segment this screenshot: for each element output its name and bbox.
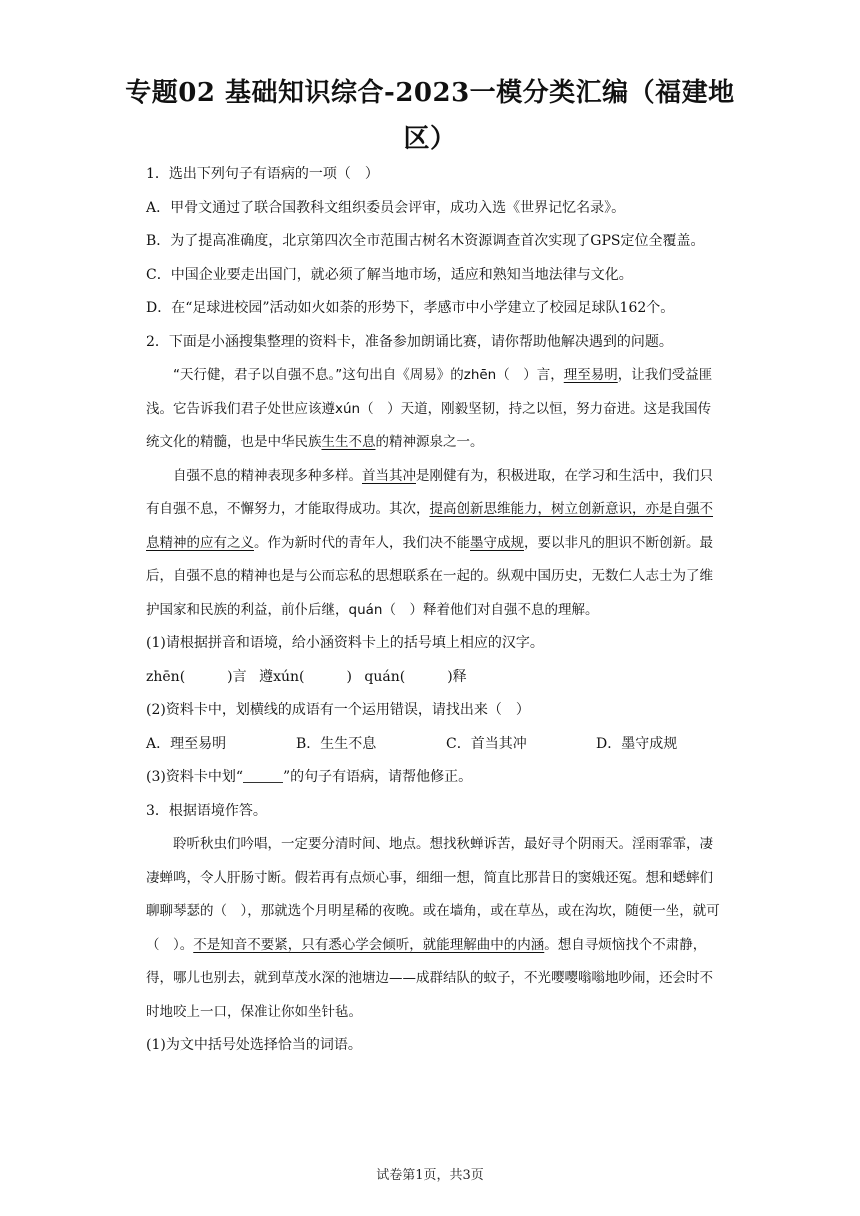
q3-stem: 3．根据语境作答。	[146, 802, 267, 819]
q2-sub3: (3)资料卡中划“ ”的句子有语病，请帮他修正。	[146, 769, 473, 785]
sick-sentence-underline: 不是知音不要紧，只有悉心学会倾听，就能理解曲中的内涵	[193, 936, 545, 953]
underline-blank	[243, 768, 283, 783]
sentence-underline: 提高创新思维能力，树立创新意识，亦是自强不息精神的应有之义	[146, 501, 713, 551]
q2-option-c[interactable]: C．首当其冲	[446, 735, 527, 752]
page-footer: 试卷第1页，共3页	[376, 1168, 484, 1183]
q2-sub2-options	[146, 728, 720, 762]
q2-sub2: (2)资料卡中，划横线的成语有一个运用错误，请找出来（ ）	[146, 702, 530, 718]
q1-option-a: A．甲骨文通过了联合国教科文组织委员会评审，成功入选《世界记忆名录》。	[146, 199, 626, 216]
page-title: 专题02 基础知识综合-2023一模分类汇编（福建地区）	[125, 78, 735, 154]
q2-option-a[interactable]: A．理至易明	[146, 735, 227, 752]
q2-pinyin-blanks	[146, 661, 720, 695]
pinyin-blank-quan[interactable]: quán( )释	[364, 668, 467, 685]
q2-sub1: (1)请根据拼音和语境，给小涵资料卡上的括号填上相应的汉字。	[146, 635, 544, 651]
q2-card-paragraph-1: “天行健，君子以自强不息。”这句出自《周易》的zhēn（ ）言，理至易明，让我们受益匪浅。它告诉我们君子处世应该遵xún（ ）天道，刚毅坚韧，持之以恒，努力奋进。这是我国传统文化的精髓，也是中华民族生生不息的精神源泉之一。	[146, 367, 713, 450]
q2-option-d[interactable]: D．墨守成规	[596, 735, 678, 752]
q2-stem: 2．下面是小涵搜集整理的资料卡，准备参加朗诵比赛，请你帮助他解决遇到的问题。	[146, 333, 673, 350]
idiom-underline-1: 理至易明	[563, 367, 618, 383]
idiom-underline-4: 墨守成规	[470, 534, 524, 551]
q2-card-paragraph-2: 自强不息的精神表现多种多样。首当其冲是刚健有为，积极进取，在学习和生活中，我们只有自强不息，不懈努力，才能取得成功。其次，提高创新思维能力，树立创新意识，亦是自强不息精神的应有之义。作为新时代的青年人，我们决不能墨守成规，要以非凡的胆识不断创新。最后，自强不息的精神也是与公而忘私的思想联系在一起的。纵观中国历史，无数仁人志士为了维护国家和民族的利益，前仆后继，quán（ ）释着他们对自强不息的理解。	[146, 467, 713, 618]
q1-option-d: D．在“足球进校园”活动如火如荼的形势下，孝感市中小学建立了校园足球队162个。	[146, 300, 675, 316]
idiom-underline-3: 首当其冲	[362, 467, 416, 484]
q3-sub1: (1)为文中括号处选择恰当的词语。	[146, 1037, 362, 1053]
pinyin-blank-zhen[interactable]: zhēn( )言	[146, 668, 247, 685]
q3-paragraph: 聆听秋虫们吟唱，一定要分清时间、地点。想找秋蝉诉苦，最好寻个阴雨天。淫雨霏霏，凄凄蝉鸣，令人肝肠寸断。假若再有点烦心事，细细一想，简直比那昔日的窦娥还冤。想和蟋蟀们聊聊琴瑟的（ ），那就选个月明星稀的夜晚。或在墙角，或在草丛，或在沟坎，随便一坐，就可（ ）。不是知音不要紧，只有悉心学会倾听，就能理解曲中的内涵。想自寻烦恼找个不肃静，得，哪儿也别去，就到草茂水深的池塘边——成群结队的蚊子，不光嘤嘤嗡嗡地吵闹，还会时不时地咬上一口，保准让你如坐针毡。	[146, 836, 720, 1020]
exam-content	[146, 158, 720, 1063]
q1-stem: 1．选出下列句子有语病的一项（ ）	[146, 166, 379, 182]
q2-option-b[interactable]: B．生生不息	[296, 735, 377, 752]
q1-option-b: B．为了提高准确度，北京第四次全市范围古树名木资源调查首次实现了GPS定位全覆盖。	[146, 233, 705, 249]
q1-option-c: C．中国企业要走出国门，就必须了解当地市场，适应和熟知当地法律与文化。	[146, 266, 633, 283]
idiom-underline-2: 生生不息	[321, 434, 376, 450]
pinyin-blank-xun[interactable]: 遵xún( )	[259, 668, 352, 685]
